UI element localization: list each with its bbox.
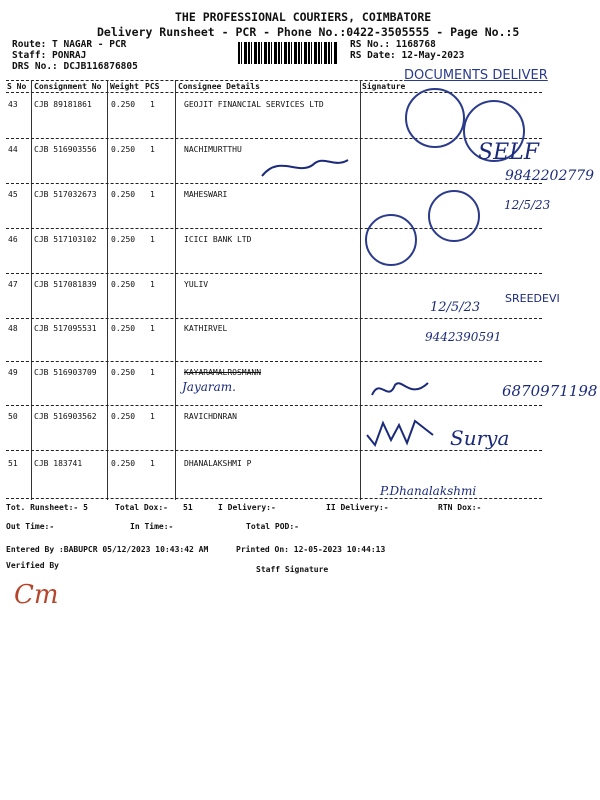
route-label: Route: T NAGAR - PCR bbox=[12, 39, 127, 50]
row-consignee: DHANALAKSHMI P bbox=[184, 459, 252, 468]
row-consignment: CJB 517095531 bbox=[34, 324, 97, 333]
i-delivery: I Delivery:- bbox=[218, 503, 276, 512]
row-weight: 0.250 bbox=[111, 280, 136, 289]
row-weight: 0.250 bbox=[111, 145, 136, 154]
row-sno: 43 bbox=[8, 100, 18, 109]
row-consignee: KATHIRVEL bbox=[184, 324, 228, 333]
handwritten-signature bbox=[260, 148, 350, 188]
row-sno: 48 bbox=[8, 324, 18, 333]
row-sno: 50 bbox=[8, 412, 18, 421]
row-divider bbox=[6, 361, 542, 362]
row-consignee: RAVICHDNRAN bbox=[184, 412, 237, 421]
row-divider bbox=[6, 498, 542, 499]
total-dox-value: 51 bbox=[183, 503, 193, 512]
row-weight: 0.250 bbox=[111, 368, 136, 377]
drs-number: DRS No.: DCJB116876805 bbox=[12, 61, 138, 72]
ii-delivery: II Delivery:- bbox=[326, 503, 389, 512]
total-pod: Total POD:- bbox=[246, 522, 299, 531]
handwritten-phone: 9842202779 bbox=[505, 168, 595, 184]
barcode bbox=[238, 42, 338, 64]
out-time: Out Time:- bbox=[6, 522, 55, 531]
col-consignee: Consignee Details bbox=[178, 82, 260, 91]
row-pcs: 1 bbox=[150, 235, 155, 244]
col-divider bbox=[31, 80, 32, 500]
rtn-dox: RTN Dox:- bbox=[438, 503, 482, 512]
row-weight: 0.250 bbox=[111, 100, 136, 109]
row-pcs: 1 bbox=[150, 368, 155, 377]
row-consignment: CJB 517103102 bbox=[34, 235, 97, 244]
total-dox-label: Total Dox:- bbox=[115, 503, 168, 512]
row-consignment: CJB 516903709 bbox=[34, 368, 97, 377]
row-consignment: CJB 517081839 bbox=[34, 280, 97, 289]
row-weight: 0.250 bbox=[111, 324, 136, 333]
row-consignment: CJB 516903556 bbox=[34, 145, 97, 154]
row-divider bbox=[6, 138, 542, 139]
row-sno: 45 bbox=[8, 190, 18, 199]
handwritten-name: P.Dhanalakshmi bbox=[380, 484, 477, 498]
stamp-seal bbox=[405, 88, 465, 148]
entered-by: Entered By :BABUPCR 05/12/2023 10:43:42 AM bbox=[6, 545, 209, 554]
stamp-seal bbox=[365, 214, 417, 266]
row-pcs: 1 bbox=[150, 190, 155, 199]
col-pcs: PCS bbox=[145, 82, 160, 91]
handwritten-signature bbox=[365, 415, 435, 450]
handwritten-phone: 6870971198 bbox=[502, 382, 598, 400]
rs-number: RS No.: 1168768 bbox=[350, 39, 436, 50]
col-weight: Weight bbox=[110, 82, 139, 91]
row-consignee: ICICI BANK LTD bbox=[184, 235, 252, 244]
row-consignment: CJB 183741 bbox=[34, 459, 83, 468]
runsheet-subtitle: Delivery Runsheet - PCR - Phone No.:0422-3505555 - Page No.:5 bbox=[97, 25, 520, 39]
col-consignment: Consignment No bbox=[34, 82, 102, 91]
row-divider bbox=[6, 450, 542, 451]
handwritten-name: Surya bbox=[450, 426, 510, 450]
row-consignee: YULIV bbox=[184, 280, 209, 289]
col-signature: Signature bbox=[362, 82, 406, 91]
stamp-seal bbox=[428, 190, 480, 242]
row-weight: 0.250 bbox=[111, 459, 136, 468]
row-consignment: CJB 89181861 bbox=[34, 100, 92, 109]
row-consignment: CJB 516903562 bbox=[34, 412, 97, 421]
row-weight: 0.250 bbox=[111, 190, 136, 199]
verified-signature: Cm bbox=[14, 580, 59, 610]
handwritten-name: Jayaram. bbox=[182, 380, 236, 394]
row-sno: 47 bbox=[8, 280, 18, 289]
handwritten-name: SREEDEVI bbox=[505, 292, 560, 305]
row-consignee: KAYARAMALROSMANN bbox=[184, 368, 262, 377]
documents-delivered-stamp: DOCUMENTS DELIVER bbox=[404, 68, 548, 83]
col-divider bbox=[175, 80, 176, 500]
row-pcs: 1 bbox=[150, 459, 155, 468]
row-pcs: 1 bbox=[150, 100, 155, 109]
row-sno: 44 bbox=[8, 145, 18, 154]
handwritten-date: 12/5/23 bbox=[504, 198, 551, 212]
row-consignment: CJB 517032673 bbox=[34, 190, 97, 199]
row-pcs: 1 bbox=[150, 145, 155, 154]
row-consignee: GEOJIT FINANCIAL SERVICES LTD bbox=[184, 100, 324, 109]
row-weight: 0.250 bbox=[111, 412, 136, 421]
row-consignee: NACHIMURTTHU bbox=[184, 145, 242, 154]
row-divider bbox=[6, 405, 542, 406]
printed-on: Printed On: 12-05-2023 10:44:13 bbox=[236, 545, 386, 554]
header-bottom-divider bbox=[6, 92, 542, 93]
handwritten-phone: 9442390591 bbox=[425, 330, 502, 344]
row-weight: 0.250 bbox=[111, 235, 136, 244]
row-pcs: 1 bbox=[150, 280, 155, 289]
tot-runsheet: Tot. Runsheet:- 5 bbox=[6, 503, 88, 512]
row-sno: 51 bbox=[8, 459, 18, 468]
col-sno: S No bbox=[7, 82, 27, 91]
handwritten-date: 12/5/23 bbox=[430, 300, 481, 315]
in-time: In Time:- bbox=[130, 522, 174, 531]
row-pcs: 1 bbox=[150, 412, 155, 421]
rs-date: RS Date: 12-May-2023 bbox=[350, 50, 465, 61]
handwritten-signature bbox=[370, 375, 430, 405]
row-sno: 46 bbox=[8, 235, 18, 244]
row-divider bbox=[6, 273, 542, 274]
handwritten-self: SELF bbox=[478, 140, 540, 165]
staff-signature: Staff Signature bbox=[256, 565, 329, 574]
company-title: THE PROFESSIONAL COURIERS, COIMBATORE bbox=[175, 10, 432, 24]
staff-label: Staff: PONRAJ bbox=[12, 50, 87, 61]
row-pcs: 1 bbox=[150, 324, 155, 333]
row-sno: 49 bbox=[8, 368, 18, 377]
verified-by: Verified By bbox=[6, 561, 59, 570]
col-divider bbox=[360, 80, 361, 500]
row-consignee: MAHESWARI bbox=[184, 190, 228, 199]
row-divider bbox=[6, 318, 542, 319]
col-divider bbox=[107, 80, 108, 500]
